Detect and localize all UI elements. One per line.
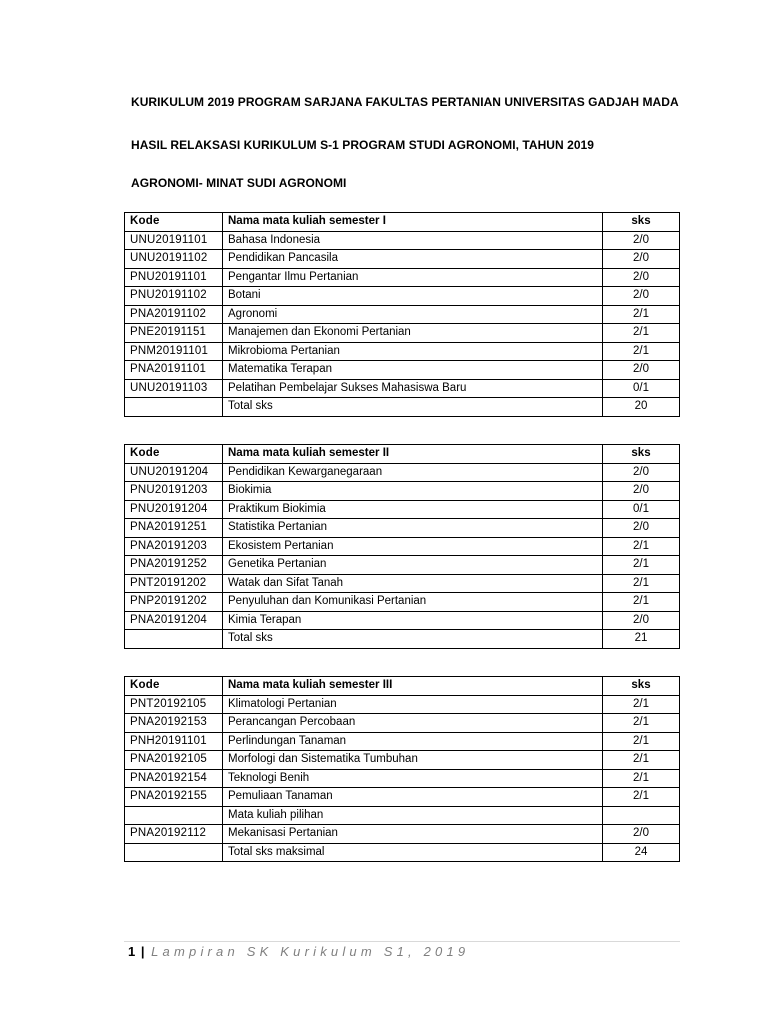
course-name: Mekanisasi Pertanian — [223, 825, 603, 844]
table-row — [125, 398, 680, 417]
course-sks: 2/1 — [603, 695, 680, 714]
column-header-name: Nama mata kuliah semester I — [223, 213, 603, 232]
course-code: UNU20191102 — [125, 250, 223, 269]
course-code: PNA20191204 — [125, 611, 223, 630]
course-name: Ekosistem Pertanian — [223, 537, 603, 556]
course-code: PNA20191203 — [125, 537, 223, 556]
course-sks: 0/1 — [603, 379, 680, 398]
course-code: PNA20191252 — [125, 556, 223, 575]
course-name: Morfologi dan Sistematika Tumbuhan — [223, 751, 603, 770]
course-code: UNU20191204 — [125, 463, 223, 482]
course-sks: 2/1 — [603, 714, 680, 733]
table-row — [125, 287, 680, 306]
course-sks: 24 — [603, 843, 680, 862]
course-code: PNA20192105 — [125, 751, 223, 770]
course-code: UNU20191101 — [125, 231, 223, 250]
table-row — [125, 463, 680, 482]
column-header-sks: sks — [603, 445, 680, 464]
document-title: KURIKULUM 2019 PROGRAM SARJANA FAKULTAS PERTANIAN UNIVERSITAS GADJAH MADA — [131, 95, 679, 109]
course-name: Praktikum Biokimia — [223, 500, 603, 519]
table-header-row — [125, 677, 680, 696]
course-code: PNT20192105 — [125, 695, 223, 714]
course-sks: 2/1 — [603, 732, 680, 751]
table-row — [125, 611, 680, 630]
column-header-name: Nama mata kuliah semester III — [223, 677, 603, 696]
course-sks: 2/0 — [603, 519, 680, 538]
course-code — [125, 630, 223, 649]
table-row — [125, 537, 680, 556]
course-name: Mikrobioma Pertanian — [223, 342, 603, 361]
course-sks: 2/1 — [603, 324, 680, 343]
table-row — [125, 324, 680, 343]
course-code — [125, 398, 223, 417]
table-row — [125, 482, 680, 501]
footer-caption: Lampiran SK Kurikulum S1, 2019 — [151, 944, 470, 959]
course-code: PNA20192112 — [125, 825, 223, 844]
course-sks: 2/1 — [603, 769, 680, 788]
table-row — [125, 268, 680, 287]
table-row — [125, 769, 680, 788]
course-code: PNP20191202 — [125, 593, 223, 612]
course-name: Pelatihan Pembelajar Sukses Mahasiswa Baru — [223, 379, 603, 398]
column-header-code: Kode — [125, 213, 223, 232]
course-name: Bahasa Indonesia — [223, 231, 603, 250]
table-row — [125, 593, 680, 612]
course-code: PNA20191101 — [125, 361, 223, 380]
course-name: Agronomi — [223, 305, 603, 324]
course-sks: 2/1 — [603, 305, 680, 324]
table-row — [125, 695, 680, 714]
course-sks: 2/1 — [603, 593, 680, 612]
course-code: PNA20192154 — [125, 769, 223, 788]
table-row — [125, 843, 680, 862]
table-row — [125, 342, 680, 361]
course-name: Perancangan Percobaan — [223, 714, 603, 733]
course-name: Klimatologi Pertanian — [223, 695, 603, 714]
footer-divider — [124, 941, 680, 942]
table-row — [125, 630, 680, 649]
table-row — [125, 519, 680, 538]
course-sks: 0/1 — [603, 500, 680, 519]
course-sks: 2/1 — [603, 574, 680, 593]
column-header-code: Kode — [125, 677, 223, 696]
document-subtitle: HASIL RELAKSASI KURIKULUM S-1 PROGRAM STUDI AGRONOMI, TAHUN 2019 — [131, 138, 595, 152]
course-sks: 2/1 — [603, 537, 680, 556]
course-name: Manajemen dan Ekonomi Pertanian — [223, 324, 603, 343]
course-name: Pemuliaan Tanaman — [223, 788, 603, 807]
course-sks: 2/0 — [603, 463, 680, 482]
course-code: PNA20191251 — [125, 519, 223, 538]
course-sks: 2/1 — [603, 342, 680, 361]
course-name: Matematika Terapan — [223, 361, 603, 380]
course-code: PNM20191101 — [125, 342, 223, 361]
course-code: PNA20192155 — [125, 788, 223, 807]
course-name: Total sks maksimal — [223, 843, 603, 862]
table-row — [125, 574, 680, 593]
table-row — [125, 500, 680, 519]
course-sks: 2/0 — [603, 231, 680, 250]
course-name: Statistika Pertanian — [223, 519, 603, 538]
course-name: Teknologi Benih — [223, 769, 603, 788]
course-sks: 2/0 — [603, 825, 680, 844]
course-code: PNA20192153 — [125, 714, 223, 733]
course-name: Genetika Pertanian — [223, 556, 603, 575]
course-sks: 2/1 — [603, 788, 680, 807]
table-row — [125, 556, 680, 575]
page-number: 1 — [128, 944, 136, 959]
column-header-sks: sks — [603, 213, 680, 232]
course-sks — [603, 806, 680, 825]
table-row — [125, 231, 680, 250]
course-code: PNE20191151 — [125, 324, 223, 343]
course-sks: 2/0 — [603, 250, 680, 269]
course-code: PNH20191101 — [125, 732, 223, 751]
course-name: Mata kuliah pilihan — [223, 806, 603, 825]
course-name: Total sks — [223, 630, 603, 649]
course-name: Pengantar Ilmu Pertanian — [223, 268, 603, 287]
semester-1-table — [124, 212, 680, 417]
course-code: UNU20191103 — [125, 379, 223, 398]
course-code: PNU20191101 — [125, 268, 223, 287]
table-row — [125, 788, 680, 807]
column-header-sks: sks — [603, 677, 680, 696]
course-name: Botani — [223, 287, 603, 306]
table-row — [125, 305, 680, 324]
course-code: PNA20191102 — [125, 305, 223, 324]
semester-3-table — [124, 676, 680, 862]
course-code: PNU20191204 — [125, 500, 223, 519]
course-name: Total sks — [223, 398, 603, 417]
course-name: Kimia Terapan — [223, 611, 603, 630]
table-header-row — [125, 445, 680, 464]
course-sks: 21 — [603, 630, 680, 649]
course-name: Perlindungan Tanaman — [223, 732, 603, 751]
course-sks: 2/0 — [603, 611, 680, 630]
column-header-code: Kode — [125, 445, 223, 464]
course-sks: 2/1 — [603, 556, 680, 575]
table-row — [125, 806, 680, 825]
table-row — [125, 751, 680, 770]
course-code: PNT20191202 — [125, 574, 223, 593]
course-name: Pendidikan Pancasila — [223, 250, 603, 269]
course-code: PNU20191102 — [125, 287, 223, 306]
course-name: Biokimia — [223, 482, 603, 501]
course-code — [125, 843, 223, 862]
course-code: PNU20191203 — [125, 482, 223, 501]
course-sks: 2/0 — [603, 361, 680, 380]
course-name: Watak dan Sifat Tanah — [223, 574, 603, 593]
course-sks: 2/1 — [603, 751, 680, 770]
footer-separator: | — [140, 944, 145, 959]
table-row — [125, 825, 680, 844]
table-row — [125, 732, 680, 751]
course-sks: 2/0 — [603, 287, 680, 306]
semester-2-table — [124, 444, 680, 649]
table-row — [125, 714, 680, 733]
column-header-name: Nama mata kuliah semester II — [223, 445, 603, 464]
table-row — [125, 250, 680, 269]
course-sks: 20 — [603, 398, 680, 417]
program-heading: AGRONOMI- MINAT SUDI AGRONOMI — [131, 176, 347, 190]
course-name: Penyuluhan dan Komunikasi Pertanian — [223, 593, 603, 612]
table-row — [125, 379, 680, 398]
course-name: Pendidikan Kewarganegaraan — [223, 463, 603, 482]
course-code — [125, 806, 223, 825]
course-sks: 2/0 — [603, 268, 680, 287]
course-sks: 2/0 — [603, 482, 680, 501]
page-footer — [128, 944, 469, 959]
table-header-row — [125, 213, 680, 232]
table-row — [125, 361, 680, 380]
